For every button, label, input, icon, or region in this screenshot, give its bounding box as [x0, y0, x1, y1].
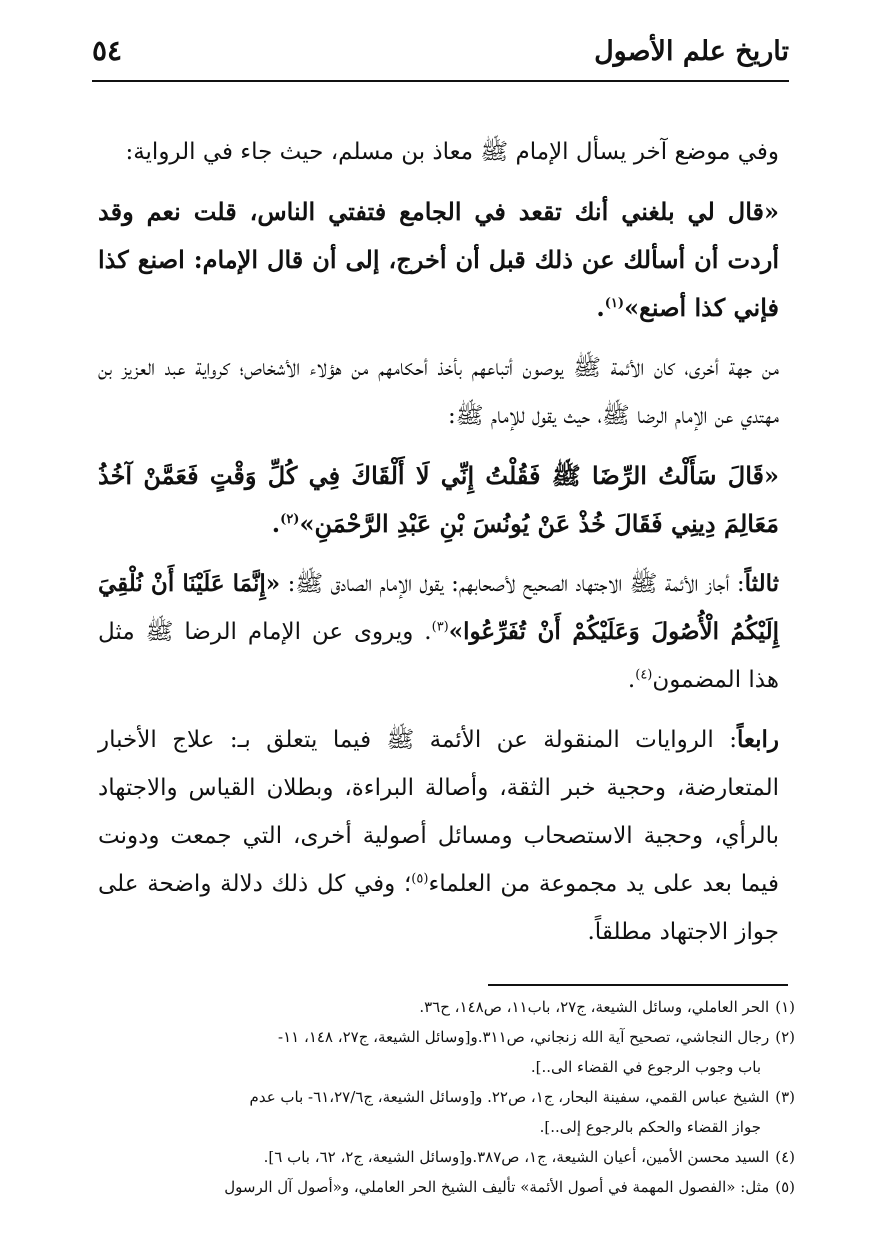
footnote-number: (١): [775, 998, 795, 1016]
paragraph-1: وفي موضع آخر يسأل الإمام ﷺ معاذ بن مسلم، حيث جاء في الرواية:: [125, 139, 779, 165]
footnote-number: (٤): [775, 1148, 795, 1166]
footnote-3: [98, 1082, 795, 1112]
footnote-3-continued: جواز القضاء والحكم بالرجوع إلى..].: [539, 1118, 761, 1136]
footnote-2-continued: باب وجوب الرجوع في القضاء الى..].: [530, 1058, 761, 1076]
hadith-quote: «إِنَّمَا عَلَيْنَا أَنْ نُلْقِيَ إِلَيْكُمُ الْأُصُولَ وَعَلَيْكُمْ أَنْ تُفَرِّعُوا»: [98, 570, 780, 645]
footnote-text: السيد محسن الأمين، أعيان الشيعة، ج١، ص٣٨٧.و[وسائل الشيعة، ج٢، ٦٢، باب ٦].: [263, 1148, 770, 1166]
paragraph-3: من جهة أخرى، كان الأئمة ﷺ يوصون أتباعهم بأخذ أحكامهم من هؤلاء الأشخاص؛ كرواية عبد العزيز بن مهتدي عن الإمام الرضا ﷺ، حيث يقول للإمام ﷺ:: [98, 355, 779, 429]
footnote-text: الحر العاملي، وسائل الشيعة، ج٢٧، باب١١، ص١٤٨، ح٣٦.: [419, 998, 770, 1016]
footnote-text: الشيخ عباس القمي، سفينة البحار، ج١، ص٢٢. و[وسائل الشيعة، ج٦١،٢٧/٦- باب عدم: [249, 1088, 770, 1106]
quote-text: «قال لي بلغني أنك تقعد في الجامع فتفتي الناس، قلت نعم وقد أردت أن أسألك عن ذلك قبل أن أخرج، إلى أن قال الإمام: اصنع كذا فإني كذا أصنع»: [98, 197, 780, 322]
quote-paragraph-2: [98, 452, 779, 548]
footnote-ref-5: (٥): [411, 871, 429, 887]
page-number: ٥٤: [92, 34, 123, 67]
footnote-4: [98, 1142, 795, 1172]
section-lead-fourth: رابعاً: [736, 726, 779, 753]
paragraph-fourth-point: [98, 716, 779, 956]
paragraph-end: .: [627, 667, 636, 693]
paragraph-text: : الروايات المنقولة عن الأئمة ﷺ فيما يتعلق بـ: علاج الأخبار المتعارضة، وحجية خبر الثقة، وأصالة البراءة، وبطلان القياس والاجتهاد بالرأي، وحجية الاستصحاب ومسائل أصولية أخرى، التي جمعت ودونت فيما بعد على يد مجموعة من العلماء: [98, 727, 779, 897]
footnote-ref-1: (١): [604, 296, 625, 311]
footnote-number: (٥): [775, 1178, 795, 1196]
footnote-number: (٣): [775, 1088, 795, 1106]
paragraph-text: ؛ وفي كل ذلك دلالة واضحة على جواز الاجتهاد مطلقاً.: [98, 871, 779, 945]
footnotes: [98, 992, 795, 1202]
footnote-ref-3: (٣): [431, 619, 449, 635]
quote-end: .: [596, 293, 605, 322]
section-lead-third: ثالثاً: [744, 570, 780, 597]
footnote-1: [98, 992, 795, 1022]
paragraph-text: : أجاز الأئمة ﷺ الاجتهاد الصحيح لأصحابهم: يقول الإمام الصادق ﷺ:: [280, 571, 745, 597]
page-title: تاريخ علم الأصول: [594, 36, 789, 67]
hadith-text: «قَالَ سَأَلْتُ الرِّضَا ﷺ فَقُلْتُ إِنِّي لَا أَلْقَاكَ فِي كُلِّ وَقْتٍ فَعَمَّنْ آخُذُ مَعَالِمَ دِينِي فَقَالَ خُذْ عَنْ يُونُسَ بْنِ عَبْدِ الرَّحْمَنِ»: [98, 461, 779, 538]
footnote-ref-2: (٢): [280, 512, 300, 527]
main-text: [98, 128, 779, 956]
footnote-2: [98, 1022, 795, 1052]
footnote-text: مثل: «الفصول المهمة في أصول الأئمة» تأليف الشيخ الحر العاملي، و«أصول آل الرسول: [224, 1178, 770, 1196]
paragraph-third-point: [98, 560, 779, 704]
quote-paragraph-1: [98, 188, 779, 332]
footnote-5: [98, 1172, 795, 1202]
footnote-ref-4: (٤): [635, 667, 653, 683]
running-header: [92, 30, 789, 82]
hadith-end: .: [271, 509, 281, 538]
paragraph-text: . ويروى عن الإمام الرضا ﷺ مثل هذا المضمون: [98, 619, 779, 693]
footnote-text: رجال النجاشي، تصحيح آية الله زنجاني، ص٣١١.و[وسائل الشيعة، ج٢٧، ١٤٨، ١١-: [278, 1028, 770, 1046]
footnote-number: (٢): [775, 1028, 795, 1046]
footnote-divider: [488, 984, 788, 986]
